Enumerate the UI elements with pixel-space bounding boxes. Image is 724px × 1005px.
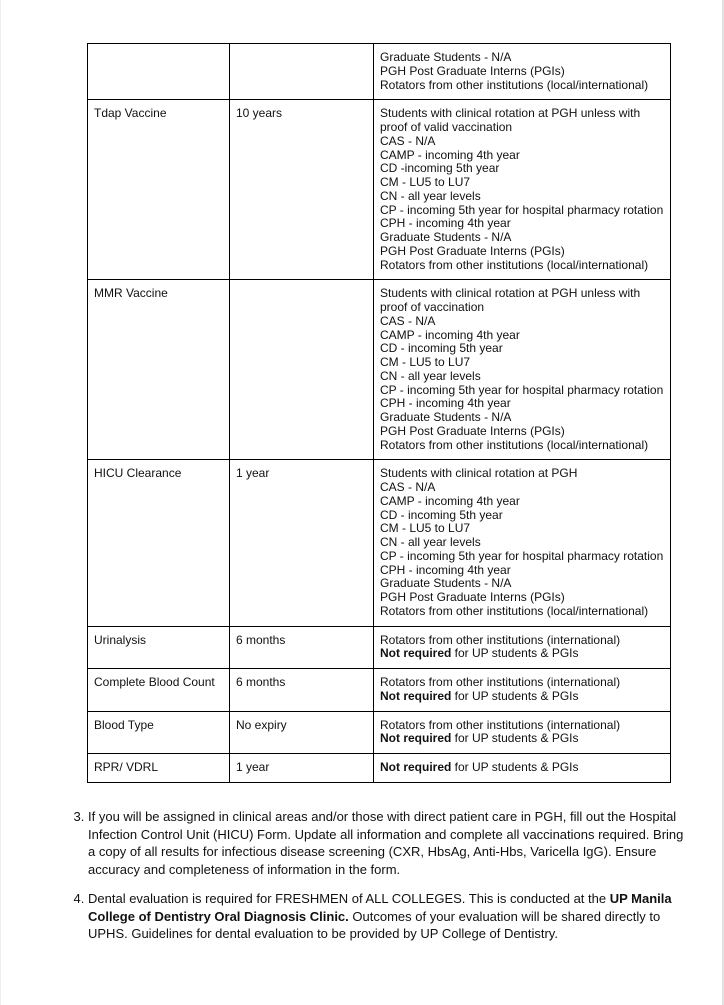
cell-line: [380, 397, 664, 411]
cell-line: [380, 107, 664, 135]
cell-line: [380, 564, 664, 578]
cell-line: [380, 176, 664, 190]
cell-line: [380, 495, 664, 509]
line-text: Rotators from other institutions (local/international): [380, 77, 649, 92]
cell-line: [380, 79, 664, 93]
cell-line: [380, 481, 664, 495]
requirement-name-cell: MMR Vaccine: [88, 280, 230, 460]
covered-students-cell: [374, 754, 671, 783]
cell-line: [380, 162, 664, 176]
line-text: Rotators from other institutions (local/international): [380, 257, 649, 272]
cell-line: [380, 204, 664, 218]
line-text: PGH Post Graduate Interns (PGIs): [380, 63, 565, 78]
line-text: CM - LU5 to LU7: [380, 521, 471, 536]
line-text: for UP students & PGIs: [451, 688, 579, 703]
instructions-list: [60, 808, 688, 955]
line-text: for UP students & PGIs: [451, 731, 579, 746]
cell-line: [380, 65, 664, 79]
cell-line: [380, 425, 664, 439]
requirements-table: [87, 43, 671, 783]
validity-cell: [230, 44, 374, 100]
line-text: CP - incoming 5th year for hospital pharmacy rotation: [380, 548, 664, 563]
line-text: CAS - N/A: [380, 313, 436, 328]
cell-line: [380, 135, 664, 149]
cell-line: [380, 732, 664, 746]
table-row: [88, 280, 671, 460]
line-text: CPH - incoming 4th year: [380, 562, 511, 577]
requirements-table-body: [88, 44, 671, 783]
emphasis-text: Not required: [380, 688, 452, 703]
validity-cell: No expiry: [230, 711, 374, 754]
cell-line: [380, 245, 664, 259]
cell-line: [380, 370, 664, 384]
line-text: CPH - incoming 4th year: [380, 216, 511, 231]
instruction-step-3: [88, 808, 688, 878]
line-text: CP - incoming 5th year for hospital pharmacy rotation: [380, 202, 664, 217]
cell-line: [380, 356, 664, 370]
covered-students-cell: [374, 280, 671, 460]
cell-line: [380, 647, 664, 661]
line-text: Students with clinical rotation at PGH unless with proof of vaccination: [380, 286, 641, 314]
table-row: [88, 626, 671, 669]
line-text: CN - all year levels: [380, 535, 481, 549]
line-text: Rotators from other institutions (international): [380, 717, 621, 732]
line-text: CAMP - incoming 4th year: [380, 327, 520, 342]
requirement-name-cell: [88, 44, 230, 100]
table-row: [88, 100, 671, 280]
cell-line: [380, 719, 664, 733]
emphasis-text: UP Manila College of Dentistry Oral Diagnosis Clinic.: [88, 891, 672, 924]
cell-line: [380, 439, 664, 453]
cell-line: [380, 315, 664, 329]
table-row: [88, 711, 671, 754]
requirement-name-cell: Blood Type: [88, 711, 230, 754]
line-text: Rotators from other institutions (local/international): [380, 603, 649, 618]
covered-students-cell: [374, 100, 671, 280]
table-row: [88, 460, 671, 626]
table-row: [88, 44, 671, 100]
line-text: CPH - incoming 4th year: [380, 396, 511, 411]
line-text: Students with clinical rotation at PGH: [380, 466, 578, 481]
line-text: PGH Post Graduate Interns (PGIs): [380, 590, 565, 604]
step-text: If you will be assigned in clinical areas and/or those with direct patient care in PGH, fill out the Hospital Infection Control Unit (HICU) Form. Update all information and complete all vaccinations required. Bring a copy of all results for infectious disease screening (CXR, HbsAg, Anti-Hbs, Varicella IgG). Ensure accuracy and completeness of information in the form.: [88, 809, 684, 877]
instruction-step-4: [88, 890, 688, 943]
cell-line: [380, 287, 664, 315]
line-text: PGH Post Graduate Interns (PGIs): [380, 243, 565, 258]
line-text: PGH Post Graduate Interns (PGIs): [380, 423, 565, 438]
requirement-name-cell: Complete Blood Count: [88, 669, 230, 712]
cell-line: [380, 51, 664, 65]
line-text: CM - LU5 to LU7: [380, 175, 471, 189]
page-edge: [0, 0, 1, 1005]
line-text: Graduate Students - N/A: [380, 50, 512, 64]
cell-line: [380, 259, 664, 273]
validity-cell: 1 year: [230, 460, 374, 626]
line-text: CN - all year levels: [380, 188, 481, 203]
line-text: CD -incoming 5th year: [380, 161, 500, 176]
line-text: Rotators from other institutions (international): [380, 675, 621, 689]
covered-students-cell: [374, 669, 671, 712]
line-text: for UP students & PGIs: [451, 760, 579, 774]
cell-line: [380, 536, 664, 550]
covered-students-cell: [374, 626, 671, 669]
cell-line: [380, 342, 664, 356]
cell-line: [380, 605, 664, 619]
cell-line: [380, 577, 664, 591]
emphasis-text: Not required: [380, 760, 452, 774]
cell-line: [380, 522, 664, 536]
line-text: Students with clinical rotation at PGH unless with proof of valid vaccination: [380, 106, 641, 134]
table-row: [88, 669, 671, 712]
validity-cell: 10 years: [230, 100, 374, 280]
cell-line: [380, 217, 664, 231]
step-text: Outcomes of your evaluation will be shared directly to UPHS. Guidelines for dental evaluation to be provided by UP College of Dentistry.: [88, 908, 661, 941]
requirement-name-cell: HICU Clearance: [88, 460, 230, 626]
line-text: Graduate Students - N/A: [380, 230, 512, 244]
table-row: [88, 754, 671, 783]
line-text: Rotators from other institutions (international): [380, 632, 621, 647]
emphasis-text: Not required: [380, 646, 452, 661]
cell-line: [380, 550, 664, 564]
cell-line: [380, 190, 664, 204]
cell-line: [380, 676, 664, 690]
line-text: CM - LU5 to LU7: [380, 355, 471, 369]
line-text: CN - all year levels: [380, 368, 481, 383]
validity-cell: 6 months: [230, 669, 374, 712]
line-text: CAS - N/A: [380, 480, 436, 494]
line-text: Rotators from other institutions (local/international): [380, 437, 649, 452]
emphasis-text: Not required: [380, 731, 452, 746]
cell-line: [380, 231, 664, 245]
covered-students-cell: [374, 460, 671, 626]
cell-line: [380, 634, 664, 648]
line-text: CAMP - incoming 4th year: [380, 493, 520, 508]
cell-line: [380, 690, 664, 704]
validity-cell: 1 year: [230, 754, 374, 783]
line-text: Graduate Students - N/A: [380, 576, 512, 591]
validity-cell: 6 months: [230, 626, 374, 669]
validity-cell: [230, 280, 374, 460]
requirement-name-cell: RPR/ VDRL: [88, 754, 230, 783]
requirement-name-cell: Urinalysis: [88, 626, 230, 669]
line-text: for UP students & PGIs: [451, 646, 579, 661]
requirement-name-cell: Tdap Vaccine: [88, 100, 230, 280]
line-text: CP - incoming 5th year for hospital pharmacy rotation: [380, 382, 664, 397]
cell-line: [380, 761, 664, 775]
cell-line: [380, 411, 664, 425]
line-text: CD - incoming 5th year: [380, 341, 503, 356]
step-text: Dental evaluation is required for FRESHMEN of ALL COLLEGES. This is conducted at the: [88, 891, 610, 906]
cell-line: [380, 591, 664, 605]
covered-students-cell: [374, 44, 671, 100]
line-text: CAS - N/A: [380, 133, 436, 148]
cell-line: [380, 467, 664, 481]
covered-students-cell: [374, 711, 671, 754]
line-text: CD - incoming 5th year: [380, 507, 503, 522]
cell-line: [380, 384, 664, 398]
cell-line: [380, 329, 664, 343]
line-text: CAMP - incoming 4th year: [380, 147, 520, 162]
cell-line: [380, 509, 664, 523]
line-text: Graduate Students - N/A: [380, 410, 512, 424]
cell-line: [380, 149, 664, 163]
